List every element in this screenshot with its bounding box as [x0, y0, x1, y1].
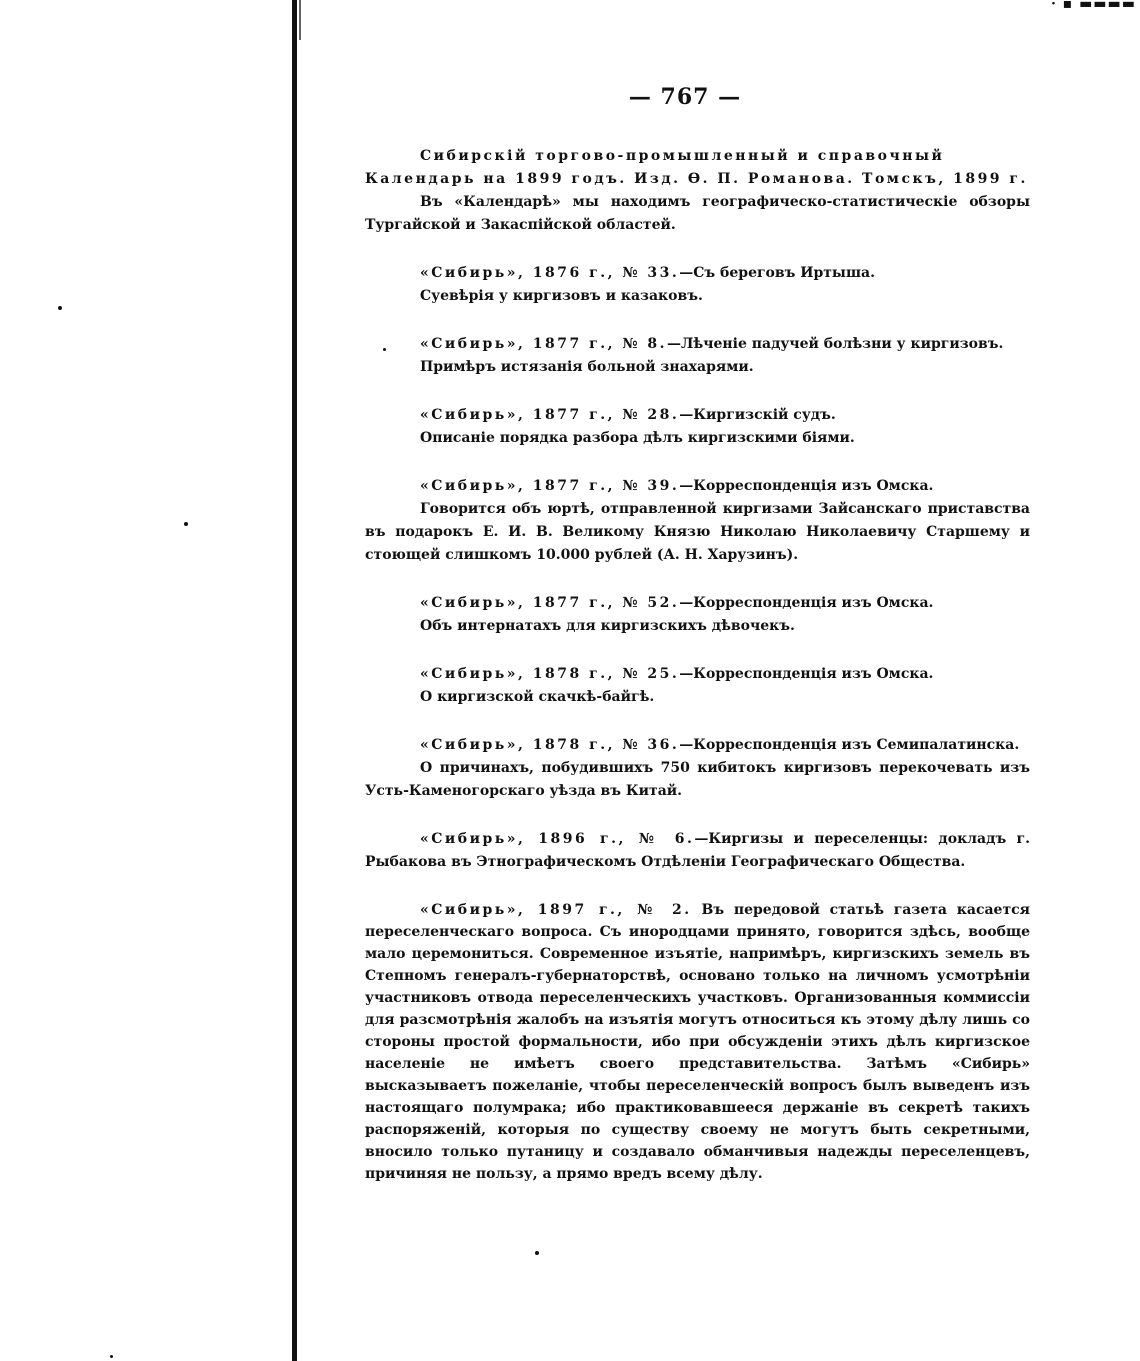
scan-speck [110, 1355, 113, 1358]
entry-description: О киргизской скачкѣ-байгѣ. [420, 689, 655, 705]
calendar-heading [365, 145, 1030, 237]
entry-title: —Корреспонденція изъ Омска. [679, 595, 934, 611]
gutter-mark [299, 0, 301, 40]
entry-source: «Сибирь», 1878 г., № 36. [420, 737, 680, 753]
entry-description: О причинахъ, побудившихъ 750 кибитокъ киргизовъ перекочевать изъ Усть-Каменогорскаго уѣзда въ Китай. [365, 760, 1030, 799]
corner-mark: · ▪ ▬▬▬▬ [1050, 0, 1136, 12]
entry-description: Описаніе порядка разбора дѣлъ киргизскими біями. [420, 430, 855, 446]
bibliography-entry [365, 663, 1030, 709]
heading-line-2: Календарь на 1899 годъ. Изд. Ѳ. П. Романова. Томскъ, 1899 г. [365, 171, 1028, 187]
entry-title: —Киргизскій судъ. [679, 407, 836, 423]
scan-speck [535, 1251, 539, 1255]
entry-title: —Корреспонденція изъ Омска. [679, 666, 934, 682]
page-body [365, 145, 1030, 1185]
entry-description: Говорится объ юртѣ, отправленной киргизами Зайсанскаго приставства въ подарокъ Е. И. В. Великому Князю Николаю Николаевичу Старшему и стоющей слишкомъ 10.000 рублей (А. Н. Харузинъ). [365, 501, 1030, 563]
scan-speck [184, 522, 188, 526]
bibliography-entry [365, 592, 1030, 638]
page-gutter-line [292, 0, 297, 1361]
entry-source: «Сибирь», 1896 г., № 6. [420, 831, 695, 847]
heading-intro: Въ «Календарѣ» мы находимъ географическо-статистическіе обзоры Тургайской и Закаспійской областей. [365, 194, 1030, 233]
scan-speck [58, 306, 62, 310]
entry-description: Объ интернатахъ для киргизскихъ дѣвочекъ. [420, 618, 795, 634]
bibliography-entry [365, 475, 1030, 567]
bibliography-entry [365, 333, 1030, 379]
bibliography-entry [365, 262, 1030, 308]
entry-title: —Лѣченіе падучей болѣзни у киргизовъ. [667, 336, 1004, 352]
entry-source: «Сибирь», 1878 г., № 25. [420, 666, 680, 682]
bibliography-entry [365, 899, 1030, 1185]
entry-source: «Сибирь», 1897 г., № 2. [420, 902, 692, 918]
entry-title: —Киргизы и переселенцы: докладъ г. Рыбакова въ Этнографическомъ Отдѣленіи Географическаго Общества. [365, 831, 1030, 870]
bibliography-entry [365, 828, 1030, 874]
entry-title: —Корреспонденція изъ Омска. [679, 478, 934, 494]
entry-source: «Сибирь», 1876 г., № 33. [420, 265, 680, 281]
entry-description: Примѣръ истязанія больной знахарями. [420, 359, 754, 375]
entry-source: «Сибирь», 1877 г., № 52. [420, 595, 680, 611]
entry-source: «Сибирь», 1877 г., № 39. [420, 478, 680, 494]
bibliography-entry [365, 734, 1030, 803]
entry-description: Суевѣрія у киргизовъ и казаковъ. [420, 288, 703, 304]
heading-line-1: Сибирскій торгово-промышленный и справочный [420, 148, 945, 164]
entry-title: —Съ береговъ Иртыша. [679, 265, 875, 281]
entry-source: «Сибирь», 1877 г., № 8. [420, 336, 668, 352]
entry-source: «Сибирь», 1877 г., № 28. [420, 407, 680, 423]
page-number: — 767 — [628, 84, 742, 110]
bibliography-entry [365, 404, 1030, 450]
entry-title: —Корреспонденція изъ Семипалатинска. [679, 737, 1020, 753]
entry-title: Въ передовой статьѣ газета касается переселенческаго вопроса. Съ инородцами принято, говорится здѣсь, вообще мало церемониться. Современное изъятіе, напримѣръ, киргизскихъ земель въ Степномъ генералъ-губернаторствѣ, основано только на личномъ усмотрѣніи участниковъ отвода переселенческихъ участковъ. Организованныя коммиссіи для разсмотрѣнія жалобъ на изъятія могутъ относиться къ этому дѣлу лишь со стороны простой формальности, ибо при обсужденіи этихъ дѣлъ киргизское населеніе не имѣетъ своего представительства. Затѣмъ «Сибирь» высказываетъ пожеланіе, чтобы переселенческій вопросъ былъ выведенъ изъ настоящаго полумрака; ибо практиковавшееся держаніе въ секретѣ такихъ распоряженій, которыя по существу своему не могутъ быть секретными, вносило только путаницу и создавало обманчивыя надежды переселенцевъ, причиняя не пользу, а прямо вредъ всему дѣлу. [365, 902, 1030, 1182]
